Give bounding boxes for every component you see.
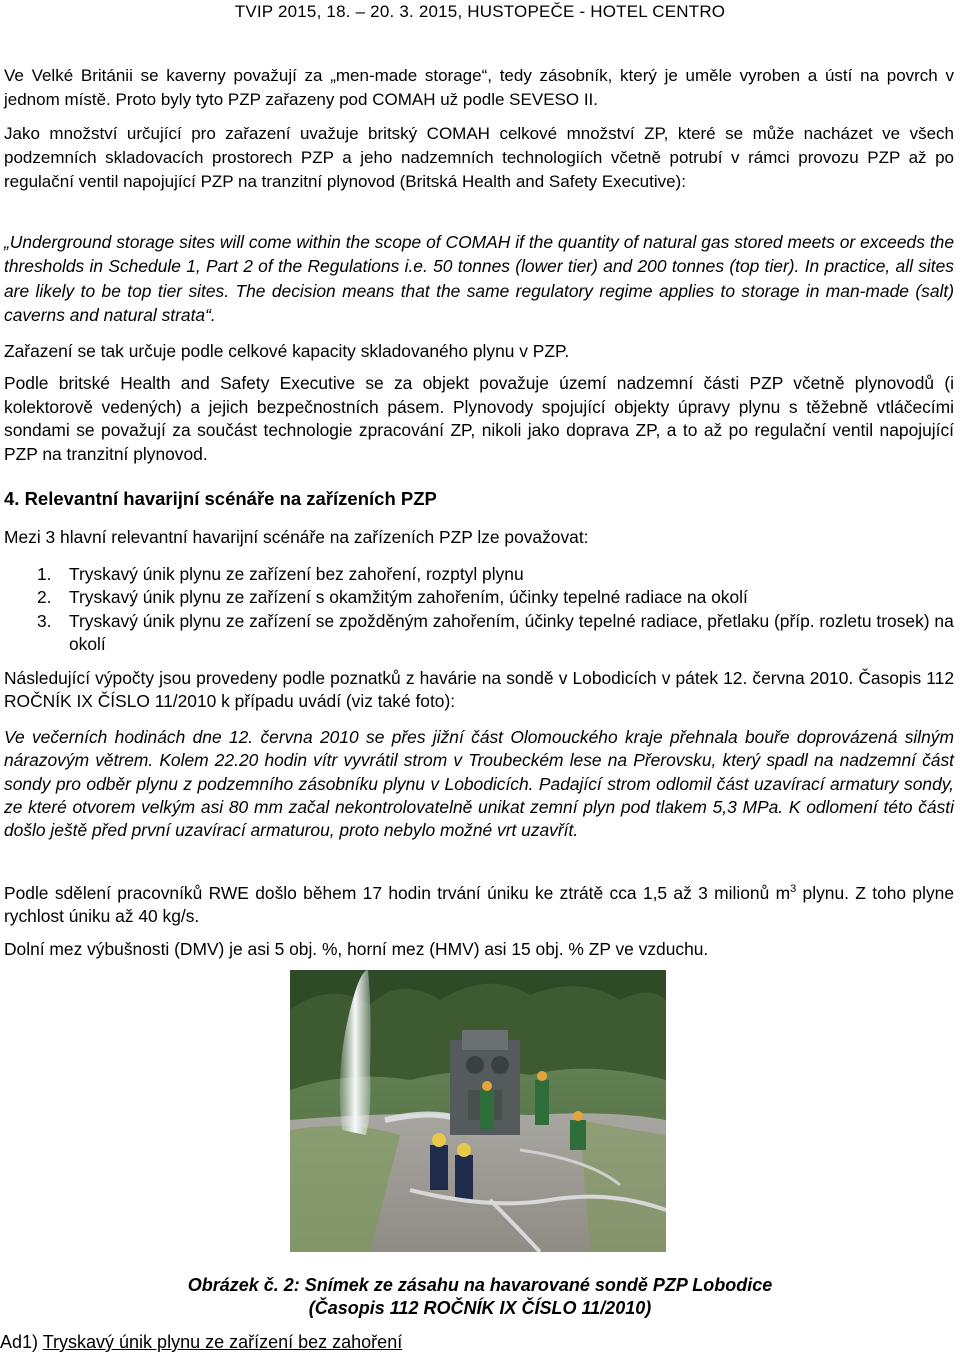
unit-superscript: 3 <box>790 883 797 895</box>
figure-caption-source: (Časopis 112 ROČNÍK IX ČÍSLO 11/2010) <box>308 1298 652 1318</box>
list-text: Tryskavý únik plynu ze zařízení se zpožděným zahořením, účinky tepelné radiace, přetlaku (příp. rozletu trosek) na okolí <box>69 610 954 654</box>
section-heading: 4. Relevantní havarijní scénáře na zařízeních PZP <box>4 488 437 509</box>
quote-hse: „Underground storage sites will come within the scope of COMAH if the quantity of natural gas stored meets or exceeds the thresholds in Schedule 1, Part 2 of the Regulations i.e. 50 tonnes (lower tier) and 200 tonnes (top tier). In practice, all sites are likely to be top tier sites. The decision means that the same regulatory regime applies to storage in man-made (salt) caverns and natural strata“. <box>4 232 954 325</box>
gas-loss-text-end: plynu. Z toho plyne rychlost úniku až 40 kg/s. <box>4 882 955 927</box>
subsection-ad1 <box>0 1332 402 1353</box>
list-item <box>37 563 954 586</box>
ad1-prefix: Ad1) <box>0 1332 43 1352</box>
figure-caption-title: Obrázek č. 2: Snímek ze zásahu na havarované sondě PZP Lobodice <box>187 1275 773 1295</box>
paragraph-classification: Zařazení se tak určuje podle celkové kapacity skladovaného plynu v PZP. <box>4 341 570 361</box>
list-item <box>37 610 954 657</box>
list-number: 2. <box>37 587 52 608</box>
paragraph-gas-loss <box>4 878 954 928</box>
paragraph-scenarios-intro: Mezi 3 hlavní relevantní havarijní scénáře na zařízeních PZP lze považovat: <box>4 527 589 547</box>
quote-incident: Ve večerních hodinách dne 12. června 2010 se přes jižní část Olomouckého kraje přehnala bouře doprovázená silným nárazovým větrem. Kolem 22.20 hodin vítr vyvrátil strom v Troubeckém lese na Přerovsku, který spadl na nadzemní část sondy pro odběr plynu z podzemního zásobníku plynu v Lobodicích. Padající strom odlomil část uzavírací armatury sondy, ze které otvorem velkým asi 80 mm začal nekontrolovatelně unikat zemní plyn pod tlakem 5,3 MPa. K odlomení této části došlo ještě před první uzavírací armaturou, proto nebylo možné vrt uzavřít. <box>4 727 954 841</box>
list-text: Tryskavý únik plynu ze zařízení s okamžitým zahořením, účinky tepelné radiace na okolí <box>69 587 748 608</box>
paragraph-hse-object: Podle britské Health and Safety Executive se za objekt považuje území nadzemní části PZP včetně plynovodů (i kolektorově vedených) a jejich bezpečnostních pásem. Plynovody spojující objekty úpravy plynu s těžebně vtláčecími sondami se považují za součást technologie zpracování ZP, nikoli jako doprava ZP, a to až po regulační ventil napojující PZP na tranzitní plynovod. <box>4 373 954 464</box>
list-text: Tryskavý únik plynu ze zařízení bez zahoření, rozptyl plynu <box>69 564 524 584</box>
list-number: 1. <box>37 564 52 584</box>
paragraph-explosive-limits: Dolní mez výbušnosti (DMV) je asi 5 obj. %, horní mez (HMV) asi 15 obj. % ZP ve vzduchu. <box>4 939 709 959</box>
incident-photo <box>290 970 666 1252</box>
paragraph-calculations: Následující výpočty jsou provedeny podle poznatků z havárie na sondě v Lobodicích v pátek 12. června 2010. Časopis 112 ROČNÍK IX ČÍSLO 11/2010 k případu uvádí (viz také foto): <box>4 668 954 712</box>
scenario-list <box>37 563 954 656</box>
paragraph-comah-quantity: Jako množství určující pro zařazení uvažuje britský COMAH celkové množství ZP, které se může nacházet ve všech podzemních skladovacích prostorech PZP a jeho nadzemních technologiích včetně potrubí v rámci provozu PZP až po regulační ventil napojující PZP na tranzitní plynovod (Britská Health and Safety Executive): <box>4 124 954 191</box>
list-item <box>37 586 954 609</box>
gas-loss-text: Podle sdělení pracovníků RWE došlo během 17 hodin trvání úniku ke ztrátě cca 1,5 až 3 milionů m <box>4 882 791 903</box>
paragraph-uk-caverns: Ve Velké Británii se kaverny považují za „men-made storage“, tedy zásobník, který je uměle vyroben a ústí na povrch v jednom místě. Proto byly tyto PZP zařazeny pod COMAH už podle SEVESO II. <box>4 66 954 109</box>
ad1-title: Tryskavý únik plynu ze zařízení bez zahoření <box>42 1332 403 1352</box>
page-header: TVIP 2015, 18. – 20. 3. 2015, HUSTOPEČE - HOTEL CENTRO <box>234 2 726 21</box>
list-number: 3. <box>37 610 52 631</box>
